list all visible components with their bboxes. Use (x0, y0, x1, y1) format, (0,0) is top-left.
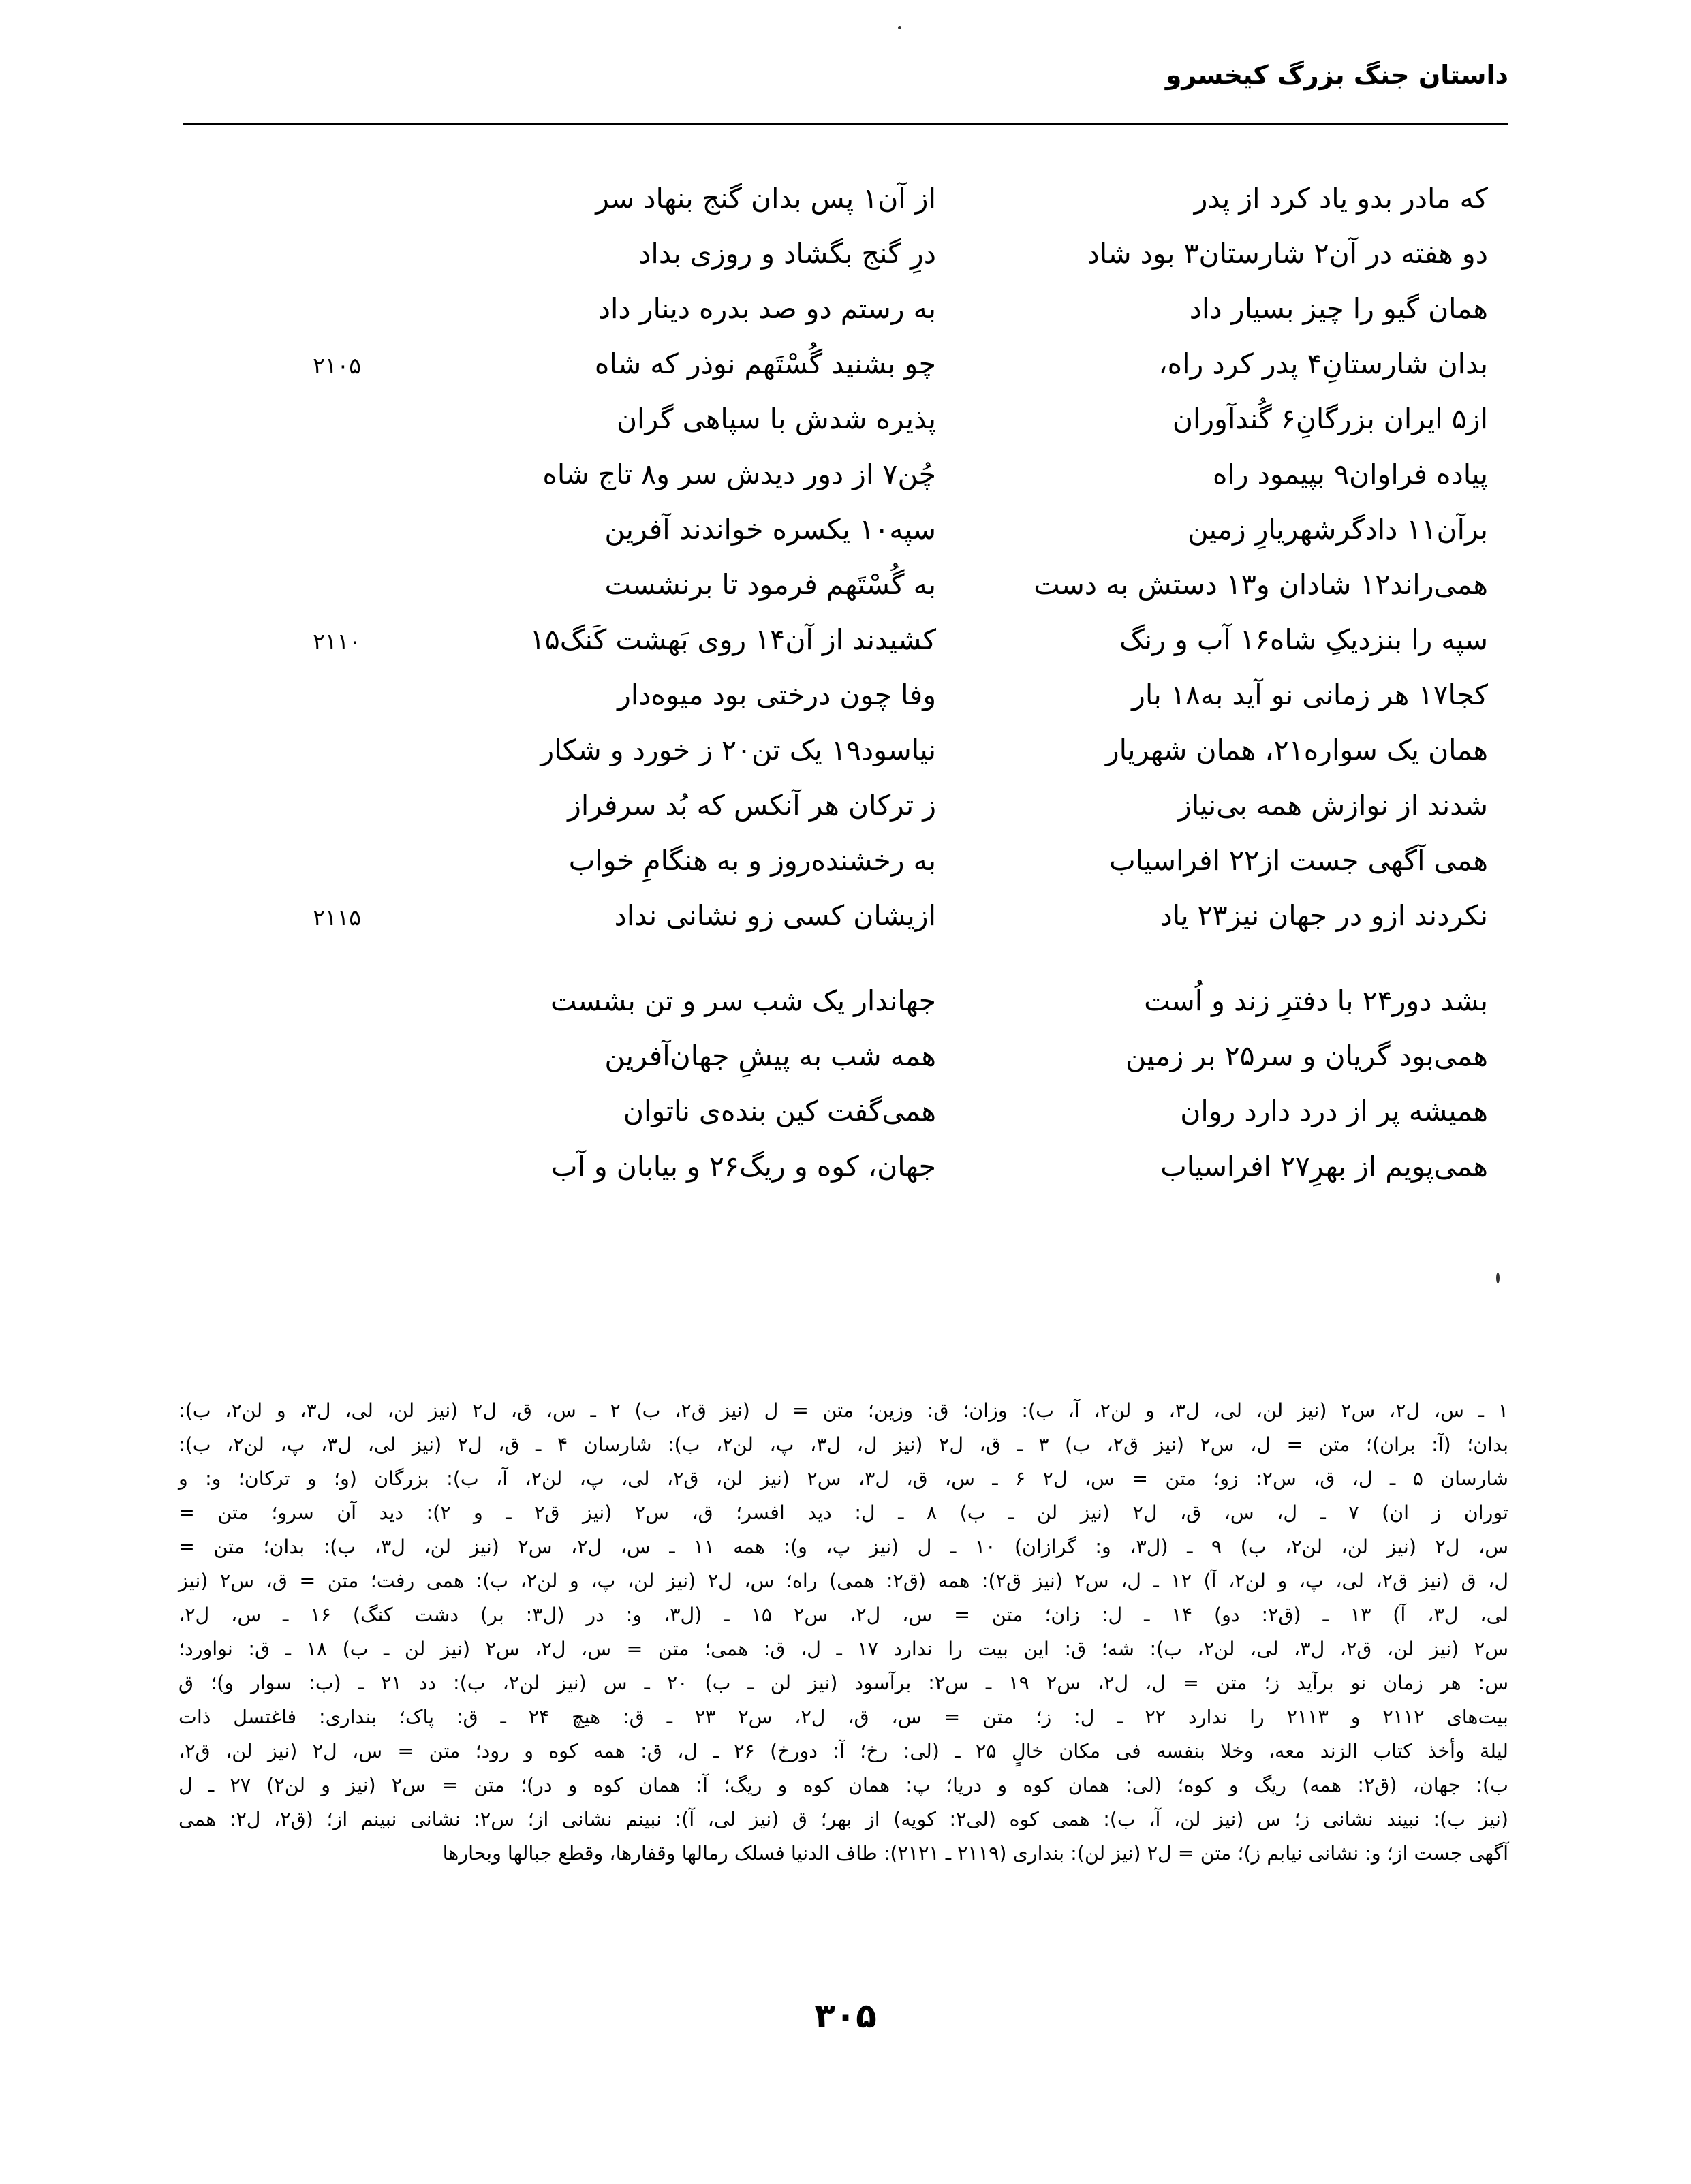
couplet (183, 730, 1508, 785)
line-number (279, 698, 361, 704)
couplet (183, 1091, 1508, 1146)
hemistich-right: به رخشنده‌روز و به هنگامِ خواب (568, 844, 936, 877)
couplet (183, 981, 1508, 1036)
hemistich-right: به گُسْتَهم فرمود تا برنشست (604, 568, 936, 601)
couplet (183, 565, 1508, 620)
hemistich-left: همان گیو را چیز بسیار داد (1189, 292, 1488, 325)
footnote-line: آگهی جست از؛ و: نشانی نیابم ز)؛ متن = ل۲ (نیز لن): بنداری (۲۱۱۹ ـ ۲۱۲۱): طاف الدنیا فسلک رمالها وقفارها، وقطع جبالها وبحارها (442, 1842, 1508, 1865)
hemistich-right: به رستم دو صد بدره دینار داد (598, 292, 936, 325)
couplet (183, 1146, 1508, 1202)
hemistich-left: بدان شارستانِ۴ پدر کرد راه، (1158, 347, 1488, 380)
hemistich-right: وفا چون درختی بود میوه‌دار (617, 678, 936, 711)
running-head: داستان جنگ بزرگ کیخسرو (1165, 60, 1508, 90)
hemistich-right: ز ترکان هر آنکس که بُد سرفراز (568, 789, 936, 822)
couplet (183, 675, 1508, 730)
couplet (183, 234, 1508, 289)
hemistich-right: چُن۷ از دور دیدش سر و۸ تاج شاه (542, 458, 936, 490)
line-number (279, 753, 361, 760)
footnote-line: شارسان ۵ ـ ل، ق، س۲: زو؛ متن = س، ل۲ ۶ ـ س، ق، ل۳، س۲ (نیز لن، ق۲، لی، پ، لن۲، آ، ب): بزرگان (و؛ و ترکان؛ و: و (179, 1467, 1508, 1490)
hemistich-right: جهاندار یک شب سر و تن بشست (550, 984, 936, 1017)
footnote-line: س۲ (نیز لن، ق۲، ل۳، لی، لن۲، ب): شه؛ ق: این بیت را ندارد ۱۷ ـ ل، ق: همی؛ متن = س، ل۲، س۲ (نیز لن ـ ب) ۱۸ ـ ق: نواورد؛ (179, 1638, 1508, 1660)
hemistich-right: سپه۱۰ یکسره خواندند آفرین (604, 513, 936, 546)
hemistich-right: از آن۱ پس بدان گنج بنهاد سر (595, 182, 936, 215)
hemistich-left: نکردند ازو در جهان نیز۲۳ یاد (1160, 899, 1488, 932)
footnote-line: لی، ل۳، آ) ۱۳ ـ (ق۲: دو) ۱۴ ـ ل: زان؛ متن = س، ل۲، س۲ ۱۵ ـ (ل۳، و: در (ل۳: بر) دشت کنگ) ۱۶ ـ س، ل۲، (179, 1604, 1509, 1626)
line-number (279, 1114, 361, 1121)
couplet (183, 841, 1508, 896)
hemistich-right: همی‌گفت کین بنده‌ی ناتوان (623, 1095, 936, 1127)
hemistich-left: همیشه پر از درد دارد روان (1180, 1095, 1488, 1127)
hemistich-left: دو هفته در آن۲ شارستان۳ بود شاد (1087, 237, 1488, 270)
footnote-line: ل، ق (نیز ق۲، لی، پ، و لن۲، آ) ۱۲ ـ ل، س۲ (نیز ق۲): همه (ق۲: همی) راه؛ س، ل۲ (نیز لن، پ، و لن۲، ب): همی رفت؛ متن = ق، س۲ (نیز (179, 1570, 1509, 1592)
hemistich-right: چو بشنید گُسْتَهم نوذر که شاه (594, 347, 936, 380)
line-number (279, 808, 361, 815)
hemistich-left: پیاده فراوان۹ بپیمود راه (1212, 458, 1488, 490)
scan-speck (1496, 1273, 1500, 1283)
footnote-line: توران ز ان) ۷ ـ ل، س، ق، ل۲ (نیز لن ـ ب) ۸ ـ ل: دید افسر؛ ق، س۲ (نیز ق۲ ـ و ۲): دید آن سرو؛ متن = (179, 1501, 1508, 1524)
hemistich-right: کشیدند از آن۱۴ روی بَهشت کَنگ۱۵ (529, 623, 936, 656)
hemistich-right: همه شب به پیشِ جهان‌آفرین (604, 1040, 936, 1072)
line-number (279, 256, 361, 263)
line-number (279, 477, 361, 484)
couplet (183, 1036, 1508, 1091)
hemistich-left: که مادر بدو یاد کرد از پدر (1194, 182, 1488, 215)
footnote-line: ۱ ـ س، ل۲، س۲ (نیز لن، لی، ل۳، و لن۲، آ، ب): وزان؛ ق: وزین؛ متن = ل (نیز ق۲، ب) ۲ ـ س، ق، ل۲ (نیز لن، لی، ل۳، و لن۲، ب): (179, 1399, 1508, 1422)
line-number (279, 422, 361, 428)
footnote-apparatus (179, 1394, 1508, 1871)
hemistich-left: بشد دور۲۴ با دفترِ زند و اُست (1144, 984, 1488, 1017)
footnote-line: ب): جهان، (ق۲: همه) ریگ و کوه؛ (لی: همان کوه و دریا؛ پ: همان کوه و ریگ؛ آ: همان کوه و در)؛ متن = س۲ (نیز و لن۲) ۲۷ ـ ل (179, 1774, 1508, 1796)
couplet (183, 289, 1508, 344)
line-number: ۲۱۱۰ (313, 628, 361, 655)
hemistich-left: برآن۱۱ دادگرشهریارِ زمین (1188, 513, 1488, 546)
footnote-line: لیلة وأخذ کتاب الزند معه، وخلا بنفسه فی مکان خالٍ ۲۵ ـ (لی: رخ؛ آ: دورخ) ۲۶ ـ ل، ق: همه کوه و رود؛ متن = س، ل۲ (نیز لن، ق۲، (179, 1740, 1508, 1762)
hemistich-left: شدند از نوازش همه بی‌نیاز (1178, 789, 1488, 822)
couplet (183, 620, 1508, 675)
couplet (183, 896, 1508, 951)
stanza (183, 178, 1508, 951)
couplet (183, 454, 1508, 510)
hemistich-right: نیاسود۱۹ یک تن۲۰ ز خورد و شکار (540, 734, 936, 766)
line-number (279, 1169, 361, 1176)
footnote-line: (نیز ب): نبیند نشانی ز؛ س (نیز لن، آ، ب): همی کوه (لی۲: کویه) از بهر؛ ق (نیز لی، آ): نبینم نشانی از؛ س۲: نشانی نبینم از؛ (ق۲، ل۲: همی (179, 1808, 1508, 1830)
hemistich-left: همی آگهی جست از۲۲ افراسیاب (1109, 844, 1488, 877)
hemistich-left: سپه را بنزدیکِ شاه۱۶ آب و رنگ (1119, 623, 1488, 656)
hemistich-left: همی‌راند۱۲ شادان و۱۳ دستش به دست (1034, 568, 1488, 601)
hemistich-right: پذیره شدش با سپاهی گران (616, 403, 936, 435)
line-number (279, 863, 361, 870)
footnote-line: س، ل۲ (نیز لن، لن۲، ب) ۹ ـ (ل۳، و: گرازان) ۱۰ ـ ل (نیز پ، و): همه ۱۱ ـ س، ل۲، س۲ (نیز لن، ل۳، ب): بدان؛ متن = (179, 1535, 1508, 1558)
line-number (279, 587, 361, 594)
hemistich-left: همی‌بود گریان و سر۲۵ بر زمین (1126, 1040, 1488, 1072)
couplet (183, 785, 1508, 841)
hemistich-right: ازیشان کسی زو نشانی نداد (614, 899, 936, 932)
verse-body (183, 178, 1508, 1232)
line-number: ۲۱۱۵ (313, 904, 361, 931)
footnote-line: بدان؛ (آ: بران)؛ متن = ل، س۲ (نیز ق۲، ب) ۳ ـ ق، ل۲ (نیز ل، ل۳، پ، لن۲، ب): شارسان ۴ ـ ق، ل۲ (نیز لی، ل۳، پ، لن۲، ب): (179, 1433, 1509, 1456)
page-number: ۳۰۵ (814, 1996, 877, 2035)
header-rule (183, 123, 1508, 125)
line-number (279, 532, 361, 539)
hemistich-left: از۵ ایران بزرگانِ۶ گُندآوران (1172, 403, 1488, 435)
footnote-line: بیت‌های ۲۱۱۲ و ۲۱۱۳ را ندارد ۲۲ ـ ل: ز؛ متن = س، ق، ل۲، س۲ ۲۳ ـ ق: هیچ ۲۴ ـ ق: پاک؛ بنداری: فاغتسل ذات (179, 1706, 1508, 1728)
hemistich-left: کجا۱۷ هر زمانی نو آید به۱۸ بار (1132, 678, 1488, 711)
scan-speck (898, 26, 901, 29)
line-number (279, 1003, 361, 1010)
stanza (183, 981, 1508, 1202)
couplet (183, 399, 1508, 454)
couplet (183, 178, 1508, 234)
hemistich-left: همان یک سواره۲۱، همان شهریار (1105, 734, 1488, 766)
footnote-line: س: هر زمان نو برآید ز؛ متن = ل، ل۲، س۲ ۱۹ ـ س۲: برآسود (نیز لن ـ ب) ۲۰ ـ س (نیز لن۲، ب): دد ۲۱ ـ (ب: سوار و)؛ ق (179, 1672, 1508, 1694)
line-number (279, 1059, 361, 1065)
hemistich-right: درِ گنج بگشاد و روزی بداد (638, 237, 936, 270)
line-number: ۲۱۰۵ (313, 352, 361, 379)
line-number (279, 311, 361, 318)
hemistich-right: جهان، کوه و ریگ۲۶ و بیابان و آب (550, 1150, 936, 1183)
hemistich-left: همی‌پویم از بهرِ۲۷ افراسیاب (1160, 1150, 1488, 1183)
couplet (183, 510, 1508, 565)
couplet (183, 344, 1508, 399)
line-number (279, 201, 361, 208)
